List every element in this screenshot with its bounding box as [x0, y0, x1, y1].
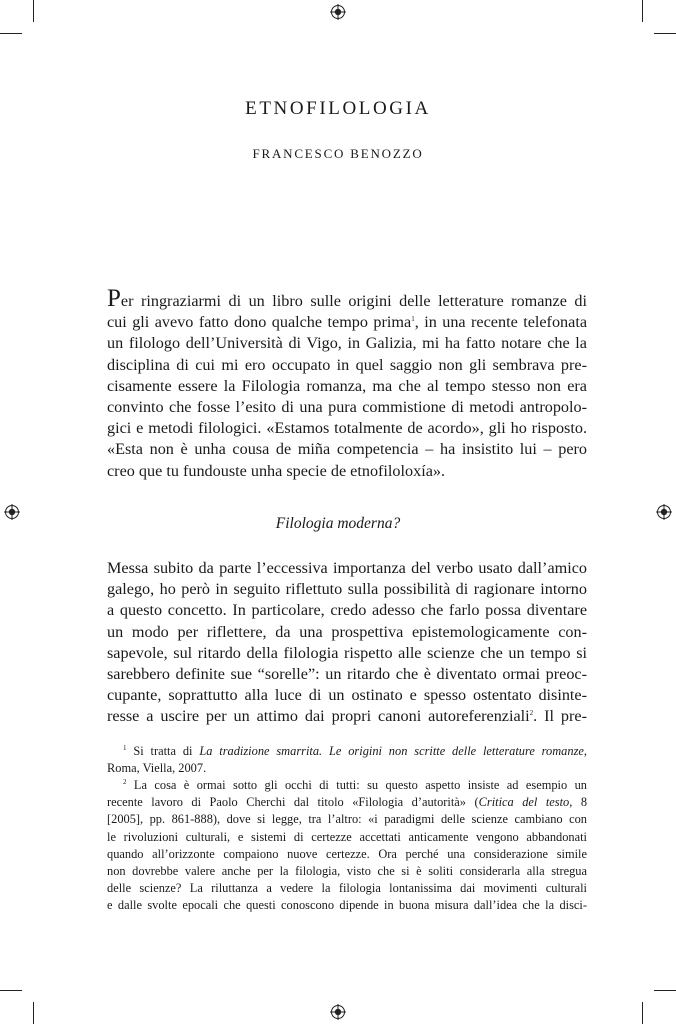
- paragraph-line: «Esta non è unha cousa de miña competencia – ha insistito lui – pero: [107, 440, 587, 459]
- paragraph-line: galego, ho però in seguito riflettuto sulla possibilità di ragionare intorno: [107, 580, 587, 599]
- footnote-line: non dovrebbe valere anche per la filologia, visto che si è soliti considerarla alla stregua: [107, 863, 587, 878]
- section-heading: Filologia moderna?: [275, 515, 401, 532]
- body-paragraph: [107, 558, 587, 728]
- footnote-line: $^1$ Si tratta di La tradizione smarrita. Le origini non scritte delle letterature romanze,: [123, 744, 588, 758]
- paragraph-line: un filologo dell’Università di Vigo, in Galizia, mi ha fatto notare che la: [107, 334, 587, 353]
- footnote-line: e dalle svolte epocali che questi conoscono dipende in buona misura dall’idea che la disci-: [107, 898, 587, 913]
- crop-mark-bottom-left-v: [33, 1002, 34, 1024]
- article-title: ETNOFILOLOGIA: [245, 98, 431, 119]
- paragraph-line: resse a uscire per un attimo dai propri canoni autoreferenziali$^2$. Il pre-: [107, 707, 587, 726]
- footnote-number: 1: [123, 744, 127, 752]
- paragraph-line: cupante, soprattutto alla luce di un ostinato e spesso ostentato disinte-: [107, 686, 587, 705]
- footnote-line: Roma, Viella, 2007.: [107, 761, 207, 776]
- crop-mark-top-right-v: [642, 0, 643, 22]
- footnote-ref-2[interactable]: 2: [529, 709, 534, 718]
- paragraph-line: a questo concetto. In particolare, credo adesso che farlo possa diventare: [107, 601, 587, 620]
- footnote-line: quando all’orizzonte compaiono nuove certezze. Ora perché una considerazione simile: [107, 846, 587, 861]
- registration-mark-top-icon: [330, 4, 346, 20]
- footnote-2: [107, 777, 587, 915]
- footnote-line: recente lavoro di Paolo Cherchi dal titolo «Filologia d’autorità» (Critica del testo, 8: [107, 795, 588, 810]
- paragraph-line: sarebbero definite sue “sorelle”: un ritardo che è diventato ormai preoc-: [107, 664, 587, 683]
- footnote-line: $^2$ La cosa è ormai sotto gli occhi di tutti: su questo aspetto insiste ad esempio un: [123, 778, 587, 792]
- footnote-line: delle scienze? La riluttanza a vedere la filologia lontanissima dai movimenti culturali: [107, 881, 587, 896]
- paragraph-line: gici e metodi filologici. «Estamos totalmente de acordo», gli ho risposto.: [107, 419, 587, 438]
- footnote-ref-1[interactable]: 1: [411, 315, 415, 324]
- article-author: FRANCESCO BENOZZO: [252, 146, 424, 161]
- crop-mark-bottom-left-h: [0, 990, 22, 991]
- crop-mark-top-right-h: [654, 33, 676, 34]
- footnote-line: le rivoluzioni culturali, e sistemi di certezze accettati anticamente vengono abbandonati: [107, 829, 587, 844]
- crop-mark-bottom-right-h: [654, 990, 676, 991]
- paragraph-line: sapevole, sul ritardo della filologia rispetto alle scienze che un tempo si: [107, 643, 587, 662]
- drop-cap: P: [107, 285, 121, 312]
- crop-mark-top-left-h: [0, 33, 22, 34]
- crop-mark-bottom-right-v: [642, 1002, 643, 1024]
- paragraph-line: cui gli avevo fatto dono qualche tempo prima$^1$, in una recente telefonata: [107, 313, 588, 332]
- paragraph-line: creo que tu fundouste unha specie de etnofiloloxía».: [107, 461, 446, 480]
- footnote-line: [2005], pp. 861-888), dove si legge, tra l’altro: «i paradigmi delle scienze cambiano con: [107, 812, 587, 827]
- registration-mark-bottom-icon: [330, 1004, 346, 1020]
- paragraph-line: Per ringraziarmi di un libro sulle origini delle letterature romanze di: [107, 285, 587, 312]
- crop-mark-top-left-v: [33, 0, 34, 22]
- footnote-1: [107, 743, 587, 777]
- paragraph-line: Messa subito da parte l’eccessiva importanza del verbo usato dall’amico: [107, 559, 587, 577]
- intro-paragraph: [107, 285, 588, 482]
- paragraph-line: cisamente essere la Filologia romanza, ma che al tempo stesso non era: [107, 376, 587, 395]
- paragraph-line: disciplina di cui mi ero occupato in quel saggio non gli sembrava pre-: [107, 355, 587, 374]
- paragraph-line: convinto che fosse l’esito di una pura commistione di metodi antropolo-: [107, 397, 587, 416]
- footnote-number: 2: [123, 778, 127, 786]
- paragraph-line: un modo per riflettere, da una prospettiva epistemologicamente con-: [107, 622, 587, 641]
